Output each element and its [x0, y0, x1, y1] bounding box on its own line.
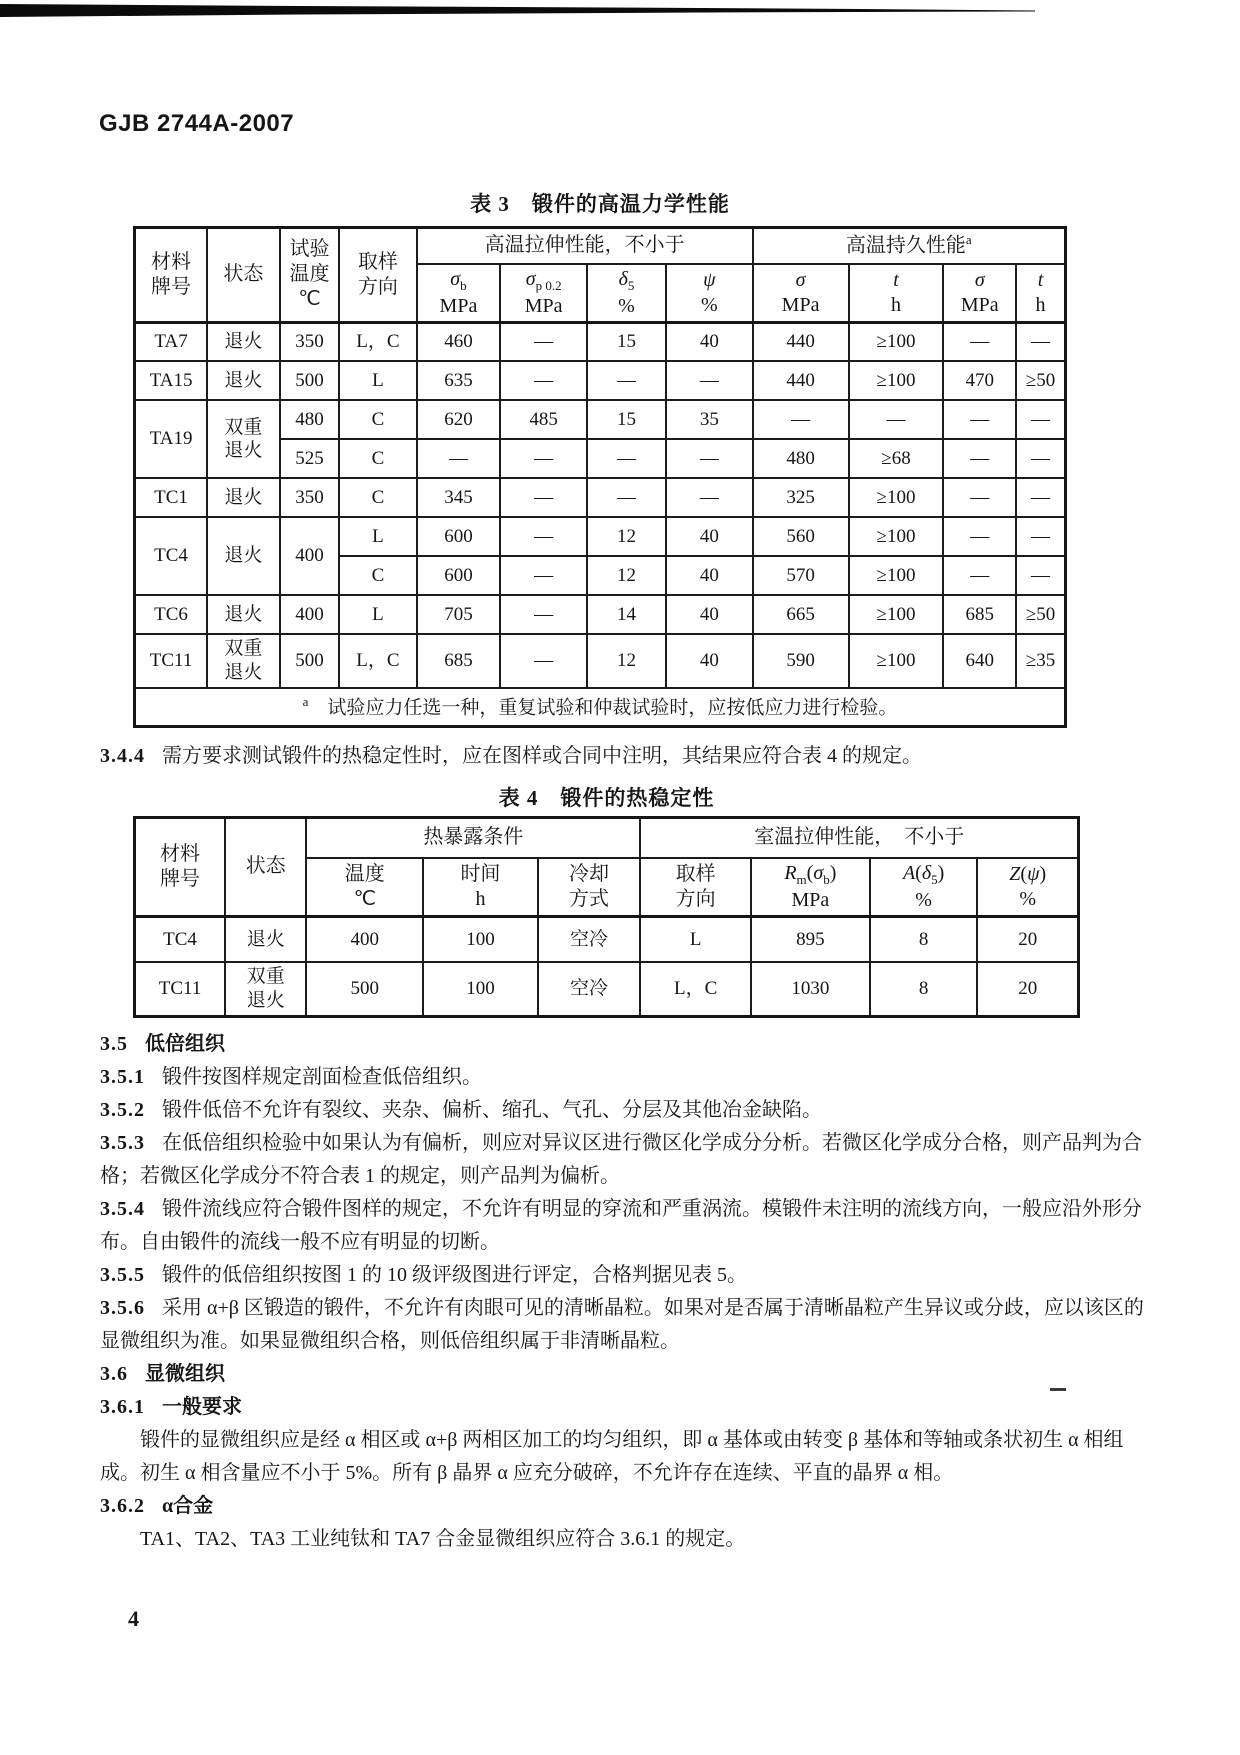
- table-cell: —: [943, 556, 1016, 595]
- table-cell: 12: [587, 517, 666, 556]
- table-row: [135, 322, 1066, 361]
- clause-text: 采用 α+β 区锻造的锻件，不允许有肉眼可见的清晰晶粒。如果对是否属于清晰晶粒产生异议或分歧，应以该区的显微组织为准。如果显微组织合格，则低倍组织属于非清晰晶粒。: [100, 1297, 1144, 1352]
- table3-title: 表 3 锻件的高温力学性能: [470, 192, 730, 216]
- table-cell: ≥35: [1016, 634, 1065, 688]
- table-cell: L，C: [339, 322, 416, 361]
- table-cell: TA15: [135, 361, 208, 400]
- table-cell: ≥100: [849, 322, 944, 361]
- table-cell: 440: [753, 322, 849, 361]
- table-cell: C: [339, 439, 416, 478]
- table-cell: 350: [280, 322, 340, 361]
- table-cell: L: [339, 595, 416, 634]
- clause-number: 3.6: [100, 1363, 128, 1385]
- table-cell: ≥100: [849, 478, 944, 517]
- sections-block: [100, 1028, 1152, 1556]
- table-cell: 40: [666, 556, 753, 595]
- clause-3-6-2-body: [100, 1523, 1152, 1556]
- clause-text: 锻件流线应符合锻件图样的规定，不允许有明显的穿流和严重涡流。模锻件未注明的流线方向，一般应沿外形分布。自由锻件的流线一般不应有明显的切断。: [100, 1198, 1142, 1253]
- header-cell: $R_m(\sigma_b)$ MPa: [751, 858, 870, 917]
- table-cell: 空冷: [538, 916, 641, 962]
- scan-artifact: [0, 0, 1040, 20]
- table-cell: —: [666, 361, 753, 400]
- table-cell: —: [500, 361, 587, 400]
- table-cell: —: [1016, 322, 1065, 361]
- section-heading-3-5: [100, 1028, 1152, 1061]
- clause-number: 3.5.6: [100, 1297, 145, 1319]
- table-cell: 8: [870, 962, 978, 1016]
- table-cell: —: [943, 517, 1016, 556]
- table4-title: 表 4 锻件的热稳定性: [498, 786, 715, 810]
- table-cell: —: [943, 322, 1016, 361]
- table-cell: 685: [417, 634, 501, 688]
- table-cell: —: [417, 439, 501, 478]
- table-cell: 685: [943, 595, 1016, 634]
- header-cell: 材料 牌号: [135, 228, 208, 323]
- table-cell: —: [666, 439, 753, 478]
- table-cell: L，C: [339, 634, 416, 688]
- header-cell: $A(\delta_5)$ %: [870, 858, 978, 917]
- clause-number: 3.5: [100, 1033, 128, 1055]
- table-cell: ≥100: [849, 556, 944, 595]
- clause-text: 显微组织: [145, 1363, 225, 1385]
- header-cell: 热暴露条件: [306, 818, 640, 858]
- table-cell: 退火: [207, 361, 280, 400]
- table-cell: 8: [870, 916, 978, 962]
- table-cell: 双重 退火: [207, 400, 280, 478]
- header-cell: 取样 方向: [640, 858, 750, 917]
- table-cell: —: [500, 478, 587, 517]
- table-cell: TC6: [135, 595, 208, 634]
- clause-number: 3.5.5: [100, 1264, 145, 1286]
- table-cell: 345: [417, 478, 501, 517]
- table-cell: —: [666, 478, 753, 517]
- table-cell: 620: [417, 400, 501, 439]
- table-cell: 12: [587, 556, 666, 595]
- table-cell: —: [500, 517, 587, 556]
- header-cell: 材料 牌号: [135, 818, 226, 917]
- table-cell: —: [753, 400, 849, 439]
- table-cell: —: [587, 361, 666, 400]
- table-cell: 退火: [225, 916, 306, 962]
- table-cell: 500: [280, 361, 340, 400]
- table-cell: 退火: [207, 478, 280, 517]
- table-cell: 双重 退火: [225, 962, 306, 1016]
- table-cell: 325: [753, 478, 849, 517]
- header-cell: 冷却 方式: [538, 858, 641, 917]
- table-cell: —: [1016, 400, 1065, 439]
- table4-wrap: [133, 816, 1080, 1018]
- header-cell: σ MPa: [753, 264, 849, 323]
- table-cell: —: [500, 634, 587, 688]
- clause-number: 3.5.3: [100, 1132, 145, 1154]
- clause-3-5-1: [100, 1061, 1152, 1094]
- table-cell: —: [1016, 439, 1065, 478]
- clause-3-6-1-body: [100, 1424, 1152, 1490]
- table-cell: —: [587, 478, 666, 517]
- table-cell: 40: [666, 595, 753, 634]
- table-cell: 460: [417, 322, 501, 361]
- clause-3-5-3: [100, 1127, 1152, 1193]
- table-cell: 600: [417, 556, 501, 595]
- table-cell: 35: [666, 400, 753, 439]
- header-cell: t h: [849, 264, 944, 323]
- clause-text: 一般要求: [162, 1396, 242, 1418]
- clause-number: 3.5.1: [100, 1066, 145, 1088]
- table-cell: —: [587, 439, 666, 478]
- page-number: 4: [128, 1606, 139, 1631]
- table-row: [135, 634, 1066, 688]
- table-cell: ≥100: [849, 361, 944, 400]
- clause-number: 3.5.2: [100, 1099, 145, 1121]
- table-footnote: $^a$ 试验应力任选一种，重复试验和仲裁试验时，应按低应力进行检验。: [135, 688, 1066, 727]
- clause-number: 3.5.4: [100, 1198, 145, 1220]
- clause-3-5-6: [100, 1292, 1152, 1358]
- clause-text: 需方要求测试锻件的热稳定性时，应在图样或合同中注明，其结果应符合表 4 的规定。: [162, 745, 922, 767]
- header-cell: 温度 ℃: [306, 858, 423, 917]
- header-cell: Z(ψ) %: [977, 858, 1078, 917]
- table-cell: 470: [943, 361, 1016, 400]
- table-cell: C: [339, 400, 416, 439]
- table-cell: 570: [753, 556, 849, 595]
- table3-wrap: [133, 226, 1067, 728]
- clause-3-5-4: [100, 1193, 1152, 1259]
- table-cell: 12: [587, 634, 666, 688]
- table-cell: ≥100: [849, 517, 944, 556]
- header-cell: 状态: [207, 228, 280, 323]
- table-row: [135, 517, 1066, 556]
- section-heading-3-6-1: [100, 1391, 1152, 1424]
- table-cell: —: [1016, 517, 1065, 556]
- clause-number: 3.4.4: [100, 745, 145, 767]
- section-heading-3-6: [100, 1358, 1152, 1391]
- table-cell: 1030: [751, 962, 870, 1016]
- header-row: [135, 818, 1079, 858]
- header-cell: ψ %: [666, 264, 753, 323]
- clause-text: TA1、TA2、TA3 工业纯钛和 TA7 合金显微组织应符合 3.6.1 的规定。: [140, 1528, 746, 1550]
- table-cell: L，C: [640, 962, 750, 1016]
- clause-number: 3.6.2: [100, 1495, 145, 1517]
- table-row: [135, 478, 1066, 517]
- table-cell: ≥100: [849, 634, 944, 688]
- header-row: [135, 228, 1066, 264]
- table-cell: —: [1016, 556, 1065, 595]
- table-cell: 100: [423, 916, 537, 962]
- table-cell: ≥68: [849, 439, 944, 478]
- clause-3-5-2: [100, 1094, 1152, 1127]
- doc-code: GJB 2744A-2007: [99, 110, 295, 137]
- table-cell: 40: [666, 517, 753, 556]
- clause-3-4-4: [100, 740, 1150, 773]
- header-cell: 状态: [225, 818, 306, 917]
- clause-text: 锻件的低倍组织按图 1 的 10 级评级图进行评定，合格判据见表 5。: [162, 1264, 747, 1286]
- header-cell: 高温拉伸性能，不小于: [417, 228, 753, 264]
- table-cell: TC4: [135, 916, 226, 962]
- table-cell: TC11: [135, 634, 208, 688]
- table-cell: L: [640, 916, 750, 962]
- clause-text: 锻件低倍不允许有裂纹、夹杂、偏析、缩孔、气孔、分层及其他冶金缺陷。: [162, 1099, 822, 1121]
- clause-text: 在低倍组织检验中如果认为有偏析，则应对异议区进行微区化学成分分析。若微区化学成分合格，则产品判为合格；若微区化学成分不符合表 1 的规定，则产品判为偏析。: [100, 1132, 1142, 1187]
- table-cell: 40: [666, 322, 753, 361]
- table-cell: 14: [587, 595, 666, 634]
- table-cell: TC4: [135, 517, 208, 595]
- table-cell: 15: [587, 400, 666, 439]
- clause-3-5-5: [100, 1259, 1152, 1292]
- table-cell: C: [339, 478, 416, 517]
- table-cell: 20: [977, 962, 1078, 1016]
- clause-text: α合金: [162, 1495, 214, 1517]
- table-cell: 退火: [207, 517, 280, 595]
- header-cell: t h: [1016, 264, 1065, 323]
- table-cell: 480: [753, 439, 849, 478]
- table-cell: 525: [280, 439, 340, 478]
- clause-number: 3.6.1: [100, 1396, 145, 1418]
- table-cell: —: [943, 400, 1016, 439]
- table-cell: 15: [587, 322, 666, 361]
- table-row: [135, 962, 1079, 1016]
- table-cell: ≥100: [849, 595, 944, 634]
- table3-high-temp-mechanical-properties: [133, 226, 1067, 728]
- table-cell: 500: [280, 634, 340, 688]
- table-cell: —: [849, 400, 944, 439]
- header-cell: 时间 h: [423, 858, 537, 917]
- table-footnote-row: [135, 688, 1066, 727]
- header-cell: $\sigma_b$ MPa: [417, 264, 501, 323]
- table-cell: 600: [417, 517, 501, 556]
- table-cell: 895: [751, 916, 870, 962]
- table-cell: —: [500, 556, 587, 595]
- table4-thermal-stability: [133, 816, 1080, 1018]
- table-cell: 560: [753, 517, 849, 556]
- clause-text: 低倍组织: [145, 1033, 225, 1055]
- header-cell: 高温持久性能$^a$: [753, 228, 1066, 264]
- table-cell: TC11: [135, 962, 226, 1016]
- table-cell: TC1: [135, 478, 208, 517]
- table-cell: TA7: [135, 322, 208, 361]
- table-cell: 双重 退火: [207, 634, 280, 688]
- table-cell: 退火: [207, 322, 280, 361]
- table-cell: TA19: [135, 400, 208, 478]
- table-cell: 400: [280, 595, 340, 634]
- table-cell: L: [339, 517, 416, 556]
- header-cell: 室温拉伸性能， 不小于: [640, 818, 1078, 858]
- table-cell: 640: [943, 634, 1016, 688]
- header-cell: σ MPa: [943, 264, 1016, 323]
- clause-text: 锻件的显微组织应是经 α 相区或 α+β 两相区加工的均匀组织，即 α 基体或由转变 β 基体和等轴或条状初生 α 相组成。初生 α 相含量应不小于 5%。所有 β 晶界 α 应充分破碎，不允许存在连续、平直的晶界 α 相。: [100, 1429, 1124, 1484]
- table-cell: —: [500, 595, 587, 634]
- table-cell: 590: [753, 634, 849, 688]
- table-cell: 440: [753, 361, 849, 400]
- table-cell: 480: [280, 400, 340, 439]
- table-cell: ≥50: [1016, 595, 1065, 634]
- table-row: [135, 361, 1066, 400]
- table-cell: 485: [500, 400, 587, 439]
- table-cell: —: [500, 439, 587, 478]
- table-cell: —: [943, 439, 1016, 478]
- table-cell: —: [943, 478, 1016, 517]
- table-cell: 635: [417, 361, 501, 400]
- table-cell: 20: [977, 916, 1078, 962]
- header-cell: 取样 方向: [339, 228, 416, 323]
- table-cell: 40: [666, 634, 753, 688]
- table-row: [135, 595, 1066, 634]
- table-cell: 退火: [207, 595, 280, 634]
- section-heading-3-6-2: [100, 1490, 1152, 1523]
- table-cell: ≥50: [1016, 361, 1065, 400]
- table-cell: 705: [417, 595, 501, 634]
- table-row: [135, 400, 1066, 439]
- table-cell: —: [500, 322, 587, 361]
- table-cell: 665: [753, 595, 849, 634]
- clause-text: 锻件按图样规定剖面检查低倍组织。: [162, 1066, 482, 1088]
- header-cell: 试验 温度 ℃: [280, 228, 340, 323]
- table-cell: 500: [306, 962, 423, 1016]
- header-cell: $\delta_5$ %: [587, 264, 666, 323]
- table-row: [135, 916, 1079, 962]
- table-cell: 350: [280, 478, 340, 517]
- table-cell: 400: [306, 916, 423, 962]
- table-cell: 100: [423, 962, 537, 1016]
- table-cell: 400: [280, 517, 340, 595]
- table-cell: 空冷: [538, 962, 641, 1016]
- table-cell: —: [1016, 478, 1065, 517]
- table-cell: L: [339, 361, 416, 400]
- table-cell: C: [339, 556, 416, 595]
- header-cell: $\sigma_{p 0.2}$ MPa: [500, 264, 587, 323]
